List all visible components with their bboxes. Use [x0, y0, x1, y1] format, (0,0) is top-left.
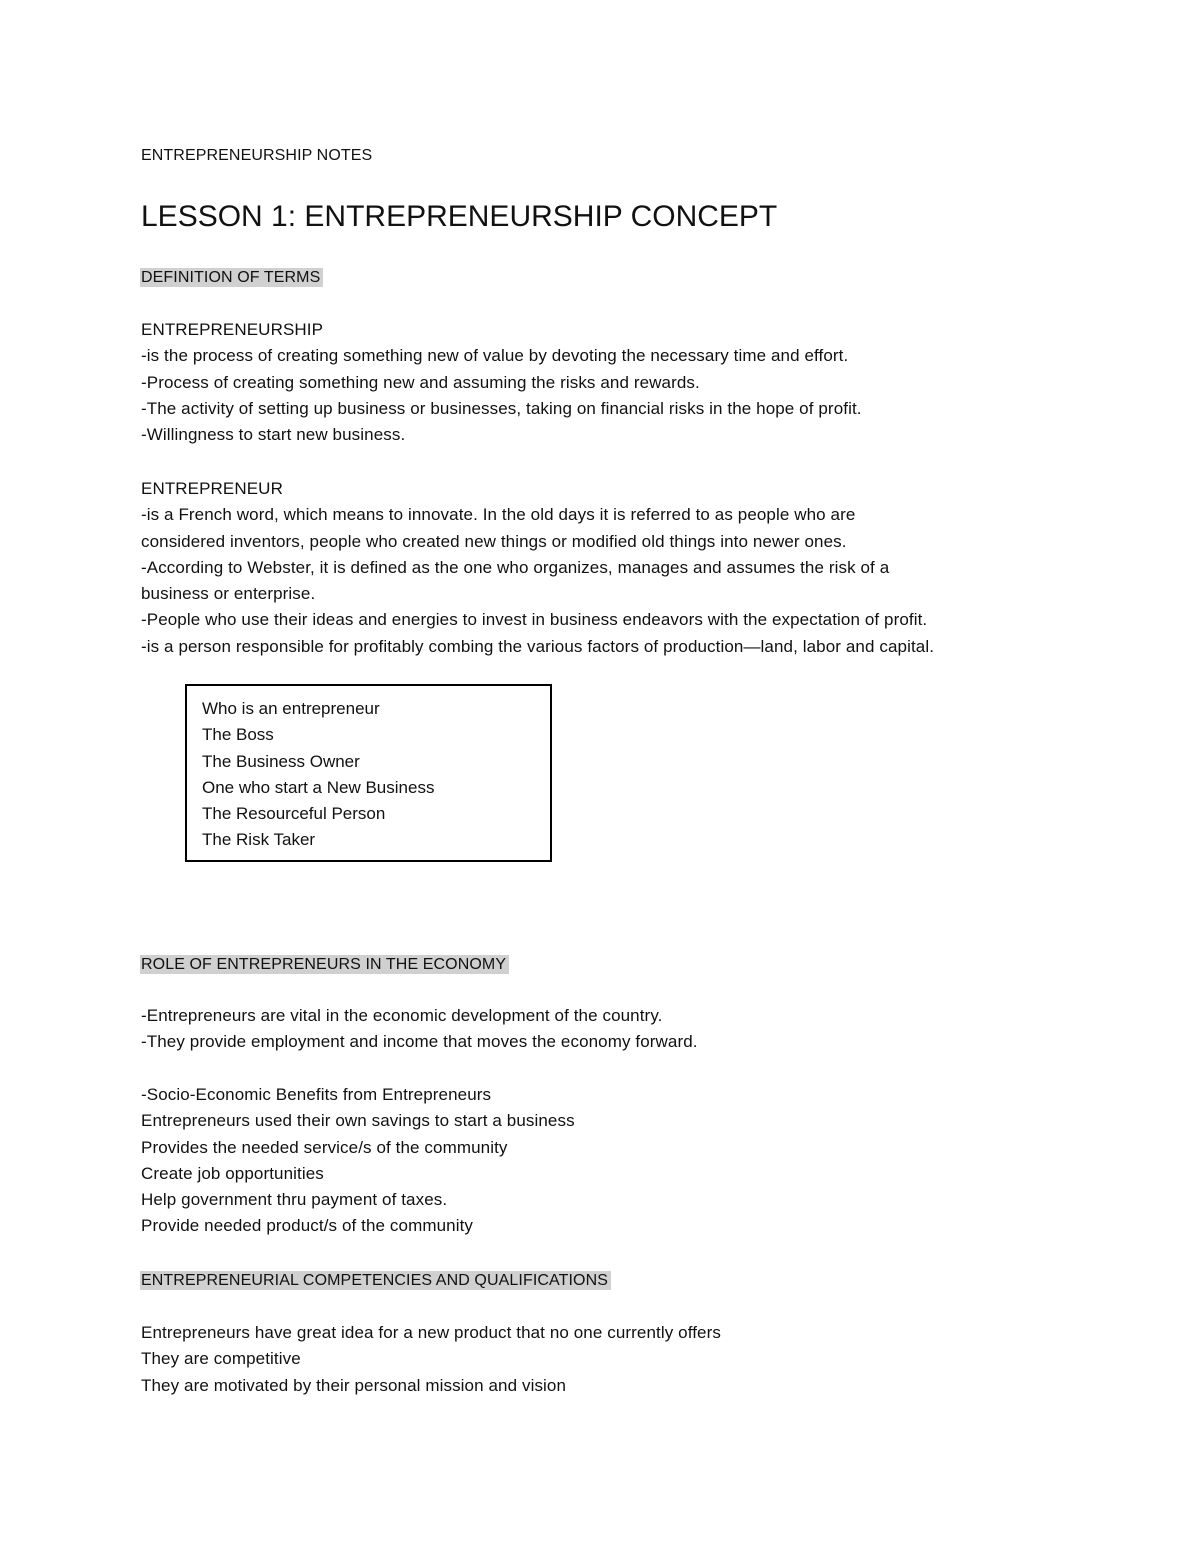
competency-line: They are competitive [141, 1349, 301, 1369]
section-definition-of-terms [141, 264, 323, 291]
box-line: The Resourceful Person [202, 804, 386, 824]
benefit-line: Provides the needed service/s of the community [141, 1137, 508, 1157]
document-header: ENTREPRENEURSHIP NOTES [141, 147, 373, 164]
definition-line: -Willingness to start new business. [141, 425, 406, 445]
definition-line: -According to Webster, it is defined as the one who organizes, manages and assumes the risk of a [141, 557, 890, 577]
term-entrepreneurship [141, 317, 862, 448]
role-line: -Entrepreneurs are vital in the economic development of the country. [141, 1006, 663, 1025]
benefit-line: Provide needed product/s of the community [141, 1216, 474, 1236]
definition-line: -People who use their ideas and energies to invest in business endeavors with the expectation of profit. [141, 610, 928, 630]
benefit-line: Create job opportunities [141, 1163, 324, 1183]
definition-line: -The activity of setting up business or businesses, taking on financial risks in the hope of profit. [141, 398, 862, 418]
definition-line: -Process of creating something new and assuming the risks and rewards. [141, 372, 700, 392]
section-heading: ROLE OF ENTREPRENEURS IN THE ECONOMY [140, 955, 509, 974]
box-line: Who is an entrepreneur [202, 699, 380, 718]
definition-line: -is a French word, which means to innovate. In the old days it is referred to as people who are [141, 505, 856, 525]
box-line: The Boss [202, 725, 274, 745]
socio-economic-benefits [141, 1082, 575, 1240]
box-line: The Business Owner [202, 751, 360, 771]
benefit-line: Help government thru payment of taxes. [141, 1190, 448, 1210]
term-entrepreneur [141, 476, 934, 660]
role-line: -They provide employment and income that moves the economy forward. [141, 1032, 698, 1052]
term-title: ENTREPRENEURSHIP [141, 320, 324, 339]
benefits-title: -Socio-Economic Benefits from Entrepreneurs [141, 1085, 492, 1104]
section-heading: ENTREPRENEURIAL COMPETENCIES AND QUALIFICATIONS [140, 1271, 611, 1290]
section-heading: DEFINITION OF TERMS [140, 268, 323, 287]
role-lines [141, 1003, 698, 1056]
definition-line: business or enterprise. [141, 584, 316, 604]
box-line: One who start a New Business [202, 777, 435, 797]
definition-line: -is the process of creating something new of value by devoting the necessary time and effort. [141, 346, 849, 366]
section-competencies [141, 1267, 611, 1294]
definition-line: considered inventors, people who created new things or modified old things into newer ones. [141, 531, 847, 551]
who-is-entrepreneur-box [185, 684, 552, 862]
section-role-of-entrepreneurs [141, 951, 509, 978]
lesson-title: LESSON 1: ENTREPRENEURSHIP CONCEPT [141, 200, 778, 233]
competency-line: They are motivated by their personal mission and vision [141, 1375, 567, 1395]
definition-line: -is a person responsible for profitably combing the various factors of production—land, labor and capital. [141, 636, 935, 656]
box-line: The Risk Taker [202, 830, 316, 850]
term-title: ENTREPRENEUR [141, 479, 283, 498]
benefit-line: Entrepreneurs used their own savings to start a business [141, 1111, 575, 1131]
competency-line: Entrepreneurs have great idea for a new product that no one currently offers [141, 1323, 721, 1342]
box-list [202, 696, 434, 854]
competency-lines [141, 1320, 721, 1399]
